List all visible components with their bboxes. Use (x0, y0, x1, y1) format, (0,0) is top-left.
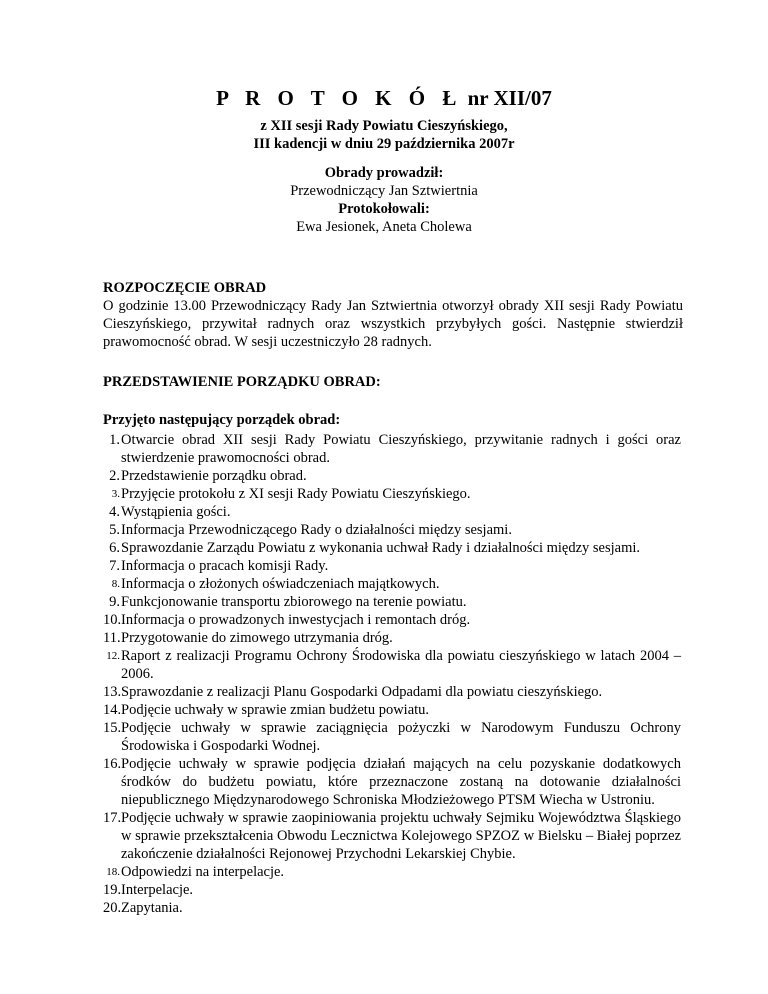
agenda-item: 4. Wystąpienia gości. (109, 504, 231, 520)
opening-section (103, 279, 683, 351)
agenda-item: 6. Sprawozdanie Zarządu Powiatu z wykonania uchwał Rady i działalności między sesjami. (109, 540, 641, 556)
agenda-item: 12. Raport z realizacji Programu Ochrony Środowiska dla powiatu cieszyńskiego w latach 2004 – 2006. (106, 648, 681, 682)
agenda-subheading: Przyjęto następujący porządek obrad: (103, 412, 341, 428)
session-meta (0, 164, 768, 236)
document-title (0, 86, 768, 111)
agenda-item: 8. Informacja o złożonych oświadczeniach majątkowych. (111, 576, 440, 592)
agenda-item: 13. Sprawozdanie z realizacji Planu Gospodarki Odpadami dla powiatu cieszyńskiego. (103, 684, 603, 700)
title-number: nr XII/07 (467, 86, 552, 110)
agenda-item: 2. Przedstawienie porządku obrad. (109, 468, 307, 484)
agenda-item: 7. Informacja o pracach komisji Rady. (109, 558, 329, 574)
agenda-heading: PRZEDSTAWIENIE PORZĄDKU OBRAD: (103, 374, 381, 390)
subtitle-line-1: z XII sesji Rady Powiatu Cieszyńskiego, (260, 118, 508, 134)
opening-heading: ROZPOCZĘCIE OBRAD (103, 280, 267, 296)
minutes-label: Protokołowali: (338, 201, 430, 217)
agenda-item: 1. Otwarcie obrad XII sesji Rady Powiatu Cieszyńskiego, przywitanie radnych i gości oraz stwierdzenie prawomocności obrad. (109, 432, 681, 466)
minutes-names: Ewa Jesionek, Aneta Cholewa (296, 219, 472, 235)
agenda-item: 16. Podjęcie uchwały w sprawie podjęcia działań mających na celu pozyskanie dodatkowych środków do budżetu powiatu, które przeznaczone zostaną na dotowanie działalności niepublicznego Międzynarodowego Schroniska Młodzieżowego PTSM Wiecha w Ustroniu. (103, 756, 681, 808)
chair-label: Obrady prowadził: (324, 165, 444, 181)
agenda-heading-section (103, 373, 683, 391)
agenda-subheading-section (103, 411, 683, 429)
agenda-item: 15. Podjęcie uchwały w sprawie zaciągnięcia pożyczki w Narodowym Funduszu Ochrony Środowiska i Gospodarki Wodnej. (103, 720, 681, 754)
agenda-item: 11. Przygotowanie do zimowego utrzymania dróg. (103, 630, 393, 646)
agenda-item: 17. Podjęcie uchwały w sprawie zaopiniowania projektu uchwały Sejmiku Województwa Śląskiego w sprawie przekształcenia Obwodu Lecznictwa Kolejowego SPZOZ w Bielsku – Białej poprzez zakończenie działalności Rejonowej Przychodni Lekarskiej Chybie. (103, 810, 681, 862)
agenda-list-section (103, 431, 681, 917)
agenda-item: 14. Podjęcie uchwały w sprawie zmian budżetu powiatu. (103, 702, 430, 718)
opening-text: O godzinie 13.00 Przewodniczący Rady Jan Sztwiertnia otworzył obrady XII sesji Rady Powiatu Cieszyńskiego, przywitał radnych oraz wszystkich przybyłych gości. Następnie stwierdził prawomocność obrad. W sesji uczestniczyło 28 radnych. (103, 298, 683, 350)
session-subtitle (0, 117, 768, 153)
agenda-item: 10. Informacja o prowadzonych inwestycjach i remontach dróg. (103, 612, 471, 628)
agenda-list (103, 431, 681, 917)
agenda-item: 19. Interpelacje. (103, 882, 194, 898)
chair-name: Przewodniczący Jan Sztwiertnia (290, 183, 478, 199)
subtitle-line-2: III kadencji w dniu 29 października 2007r (253, 136, 515, 152)
agenda-item: 5. Informacja Przewodniczącego Rady o działalności między sesjami. (109, 522, 512, 538)
agenda-item: 9. Funkcjonowanie transportu zbiorowego na terenie powiatu. (109, 594, 467, 610)
agenda-item: 20. Zapytania. (103, 900, 183, 916)
title-protokol: P R O T O K Ó Ł (216, 86, 463, 110)
agenda-item: 3. Przyjęcie protokołu z XI sesji Rady Powiatu Cieszyńskiego. (111, 486, 471, 502)
agenda-item: 18. Odpowiedzi na interpelacje. (106, 864, 285, 880)
